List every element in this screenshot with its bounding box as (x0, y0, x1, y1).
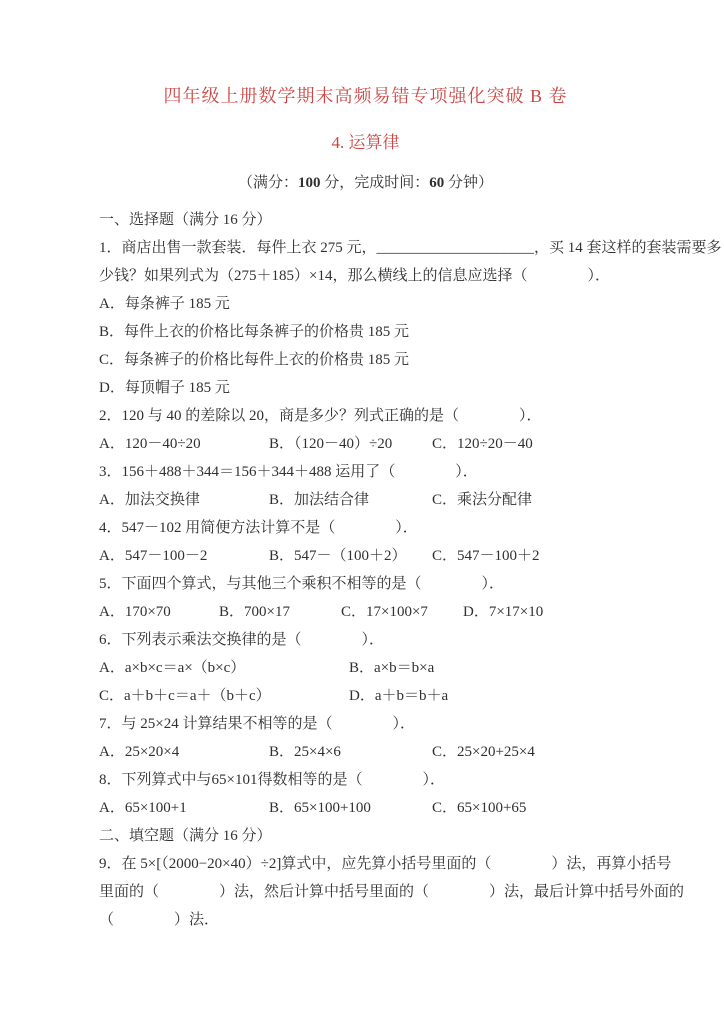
question-4-option-b: B．547－（100＋2） (269, 548, 407, 564)
question-6-text: 6．下列表示乘法交换律的是（ ）． (99, 632, 385, 648)
question-6-option-c: C．a＋b＋c＝a＋（b＋c） (99, 688, 271, 704)
question-8-option-a: A．65×100+1 (99, 800, 187, 816)
question-1-text-line-2: 少钱？如果列式为（275＋185）×14，那么横线上的信息应选择（ ）． (99, 268, 610, 284)
question-3-options (99, 486, 632, 514)
meta-total-score: 100 (297, 175, 321, 191)
exam-title: 四年级上册数学期末高频易错专项强化突破 B 卷 (163, 86, 568, 106)
question-2-option-b: B．（120－40）÷20 (269, 436, 393, 452)
question-3-option-a: A．加法交换律 (99, 492, 200, 508)
section-2-heading: 二、填空题（满分 16 分） (99, 828, 272, 844)
question-8-option-c: C．65×100+65 (432, 800, 527, 816)
question-6-options-row-2 (99, 682, 632, 710)
question-1-option-b: B．每件上衣的价格比每条裤子的价格贵 185 元 (99, 324, 410, 340)
question-7-option-c: C．25×20+25×4 (432, 744, 535, 760)
question-1-text-line-1: 1．商店出售一款套装．每件上衣 275 元，_____________________，买 14 套这样的套装需要多 (99, 240, 722, 256)
question-5-text: 5．下面四个算式，与其他三个乘积不相等的是（ ）． (99, 576, 505, 592)
question-2-option-c: C．120÷20－40 (432, 436, 533, 452)
question-5-option-a: A．170×70 (99, 604, 171, 620)
question-9-text-line-3: （ ）法． (99, 912, 220, 928)
question-1-option-c: C．每条裤子的价格比每件上衣的价格贵 185 元 (99, 352, 410, 368)
question-7-options (99, 738, 632, 766)
exam-meta-line (99, 173, 632, 193)
question-5-options (99, 598, 632, 626)
question-2-text: 2．120 与 40 的差除以 20，商是多少？列式正确的是（ ）． (99, 408, 542, 424)
section-1-heading: 一、选择题（满分 16 分） (99, 212, 272, 228)
question-9-text-line-1: 9．在 5×[（2000−20×40）÷2]算式中，应先算小括号里面的（ ）法，再算小括号 (99, 856, 672, 872)
question-8-option-b: B．65×100+100 (269, 800, 371, 816)
question-8-options (99, 794, 632, 822)
meta-suffix: 分钟） (444, 175, 494, 191)
question-2-options (99, 430, 632, 458)
meta-middle: 分，完成时间： (320, 175, 430, 191)
meta-time-limit: 60 (429, 175, 445, 191)
question-6-option-a: A．a×b×c＝a×（b×c） (99, 660, 246, 676)
question-8-text: 8．下列算式中与65×101得数相等的是（ ）． (99, 772, 445, 788)
exam-body (99, 206, 722, 934)
question-3-option-b: B．加法结合律 (269, 492, 370, 508)
question-1-option-d: D．每顶帽子 185 元 (99, 380, 230, 396)
question-3-text: 3．156＋488＋344＝156＋344＋488 运用了（ ）． (99, 464, 478, 480)
question-4-options (99, 542, 632, 570)
question-4-option-a: A．547－100－2 (99, 548, 208, 564)
question-5-option-b: B．700×17 (219, 604, 290, 620)
question-2-option-a: A．120－40÷20 (99, 436, 201, 452)
exam-subtitle: 4. 运算律 (331, 133, 400, 152)
question-9-text-line-2: 里面的（ ）法，然后计算中括号里面的（ ）法，最后计算中括号外面的 (99, 884, 685, 900)
question-5-option-c: C．17×100×7 (341, 604, 428, 620)
question-6-option-b: B．a×b＝b×a (349, 660, 435, 676)
question-1-option-a: A．每条裤子 185 元 (99, 296, 230, 312)
question-7-option-b: B．25×4×6 (269, 744, 341, 760)
question-6-options-row-1 (99, 654, 632, 682)
question-3-option-c: C．乘法分配律 (432, 492, 533, 508)
question-4-option-c: C．547－100＋2 (432, 548, 540, 564)
question-7-text: 7．与 25×24 计算结果不相等的是（ ）． (99, 716, 415, 732)
question-7-option-a: A．25×20×4 (99, 744, 180, 760)
question-4-text: 4．547－102 用简便方法计算不是（ ）． (99, 520, 418, 536)
question-5-option-d: D．7×17×10 (463, 604, 544, 620)
meta-prefix: （满分： (237, 175, 298, 191)
question-6-option-d: D．a＋b＝b＋a (349, 688, 449, 704)
